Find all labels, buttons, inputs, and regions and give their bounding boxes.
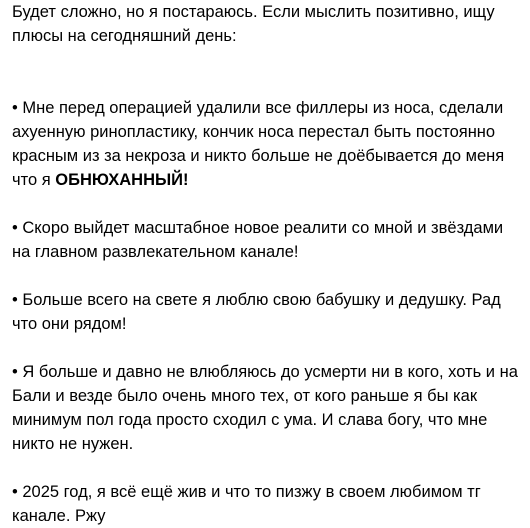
list-item-text: • Мне перед операцией удалили все филлеры из носа, сделали ахуенную ринопластику, кончик носа перестал быть постоянно красным из за некроза и никто больше не доёбывается до меня что я: [12, 99, 505, 189]
paragraph-spacer: [12, 456, 524, 480]
list-item: • Больше всего на свете я люблю свою бабушку и дедушку. Рад что они рядом!: [12, 291, 501, 333]
list-item-bold-text: ОБНЮХАННЫЙ!: [55, 171, 189, 189]
paragraph-spacer: [12, 192, 524, 216]
message-body: [12, 0, 524, 528]
list-item: • Я больше и давно не влюбляюсь до усмерти ни в кого, хоть и на Бали и везде было очень много тех, от кого раньше я бы как минимум пол года просто сходил с ума. И слава богу, что мне никто не нужен.: [12, 363, 518, 453]
paragraph-spacer: [12, 48, 524, 96]
list-item: • Скоро выйдет масштабное новое реалити со мной и звёздами на главном развлекательном канале!: [12, 219, 504, 261]
paragraph-spacer: [12, 336, 524, 360]
list-item: • 2025 год, я всё ещё жив и что то пизжу в своем любимом тг канале. Ржу: [12, 483, 481, 525]
list-item: [12, 96, 524, 192]
paragraph-spacer: [12, 264, 524, 288]
message-intro: Будет сложно, но я постараюсь. Если мыслить позитивно, ищу плюсы на сегодняшний день:: [12, 3, 495, 45]
